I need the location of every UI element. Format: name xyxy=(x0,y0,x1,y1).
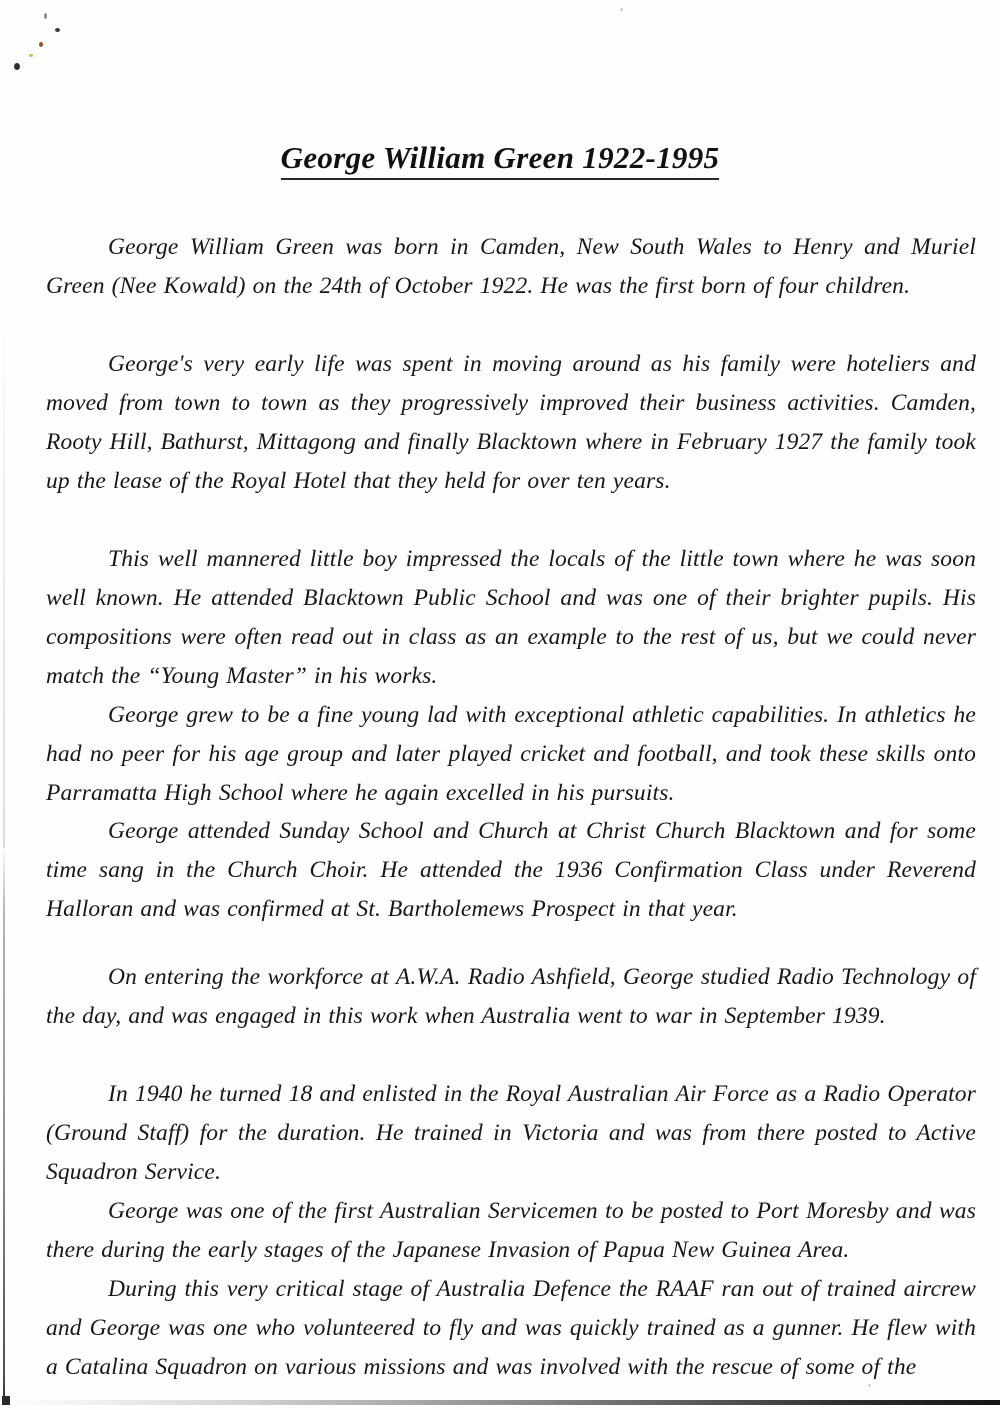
page-title-text: George William Green 1922-1995 xyxy=(281,140,720,180)
paragraph-7: In 1940 he turned 18 and enlisted in the Royal Australian Air Force as a Radio Operator (Ground Staff) for the duration. He trained in Victoria and was from there posted to Active Squadron Service. xyxy=(46,1081,976,1185)
paragraph-2: George's very early life was spent in moving around as his family were hoteliers and moved from town to town as they progressively improved their business activities. Camden, Rooty Hill, Bathurst, Mittagong and finally Blacktown where in February 1927 the family took up the lease of the Royal Hotel that they held for over ten years. xyxy=(46,351,976,494)
paragraph-block-4 xyxy=(46,696,976,813)
paragraph-block-5 xyxy=(46,812,976,929)
paragraph-3: This well mannered little boy impressed the locals of the little town where he was soon well known. He attended Blacktown Public School and was one of their brighter pupils. His compositions were often read out in class as an example to the rest of us, but we could never match the “Young Master” in his works. xyxy=(46,546,976,689)
paragraph-block-6 xyxy=(46,958,976,1036)
paragraph-block-7 xyxy=(46,1075,976,1192)
paragraph-block-2 xyxy=(46,345,976,501)
paragraph-5: George attended Sunday School and Church at Christ Church Blacktown and for some time sang in the Church Choir. He attended the 1936 Confirmation Class under Reverend Halloran and was confirmed at St. Bartholemews Prospect in that year. xyxy=(46,818,976,922)
page-title xyxy=(0,140,1000,176)
paragraph-block-3 xyxy=(46,540,976,696)
paragraph-4: George grew to be a fine young lad with exceptional athletic capabilities. In athletics he had no peer for his age group and later played cricket and football, and took these skills onto Parramatta High School where he again excelled in his pursuits. xyxy=(46,702,976,806)
paragraph-block-1 xyxy=(46,228,976,306)
paragraph-block-9 xyxy=(46,1270,976,1387)
paragraph-9: During this very critical stage of Australia Defence the RAAF ran out of trained aircrew and George was one who volunteered to fly and was quickly trained as a gunner. He flew with a Catalina Squadron on various missions and was involved with the rescue of some of the xyxy=(46,1276,976,1380)
paragraph-1: George William Green was born in Camden, New South Wales to Henry and Muriel Green (Nee Kowald) on the 24th of October 1922. He was the first born of four children. xyxy=(46,234,976,299)
paragraph-block-8 xyxy=(46,1192,976,1270)
paragraph-8: George was one of the first Australian Servicemen to be posted to Port Moresby and was there during the early stages of the Japanese Invasion of Papua New Guinea Area. xyxy=(46,1198,976,1263)
paragraph-6: On entering the workforce at A.W.A. Radio Ashfield, George studied Radio Technology of the day, and was engaged in this work when Australia went to war in September 1939. xyxy=(46,964,976,1029)
